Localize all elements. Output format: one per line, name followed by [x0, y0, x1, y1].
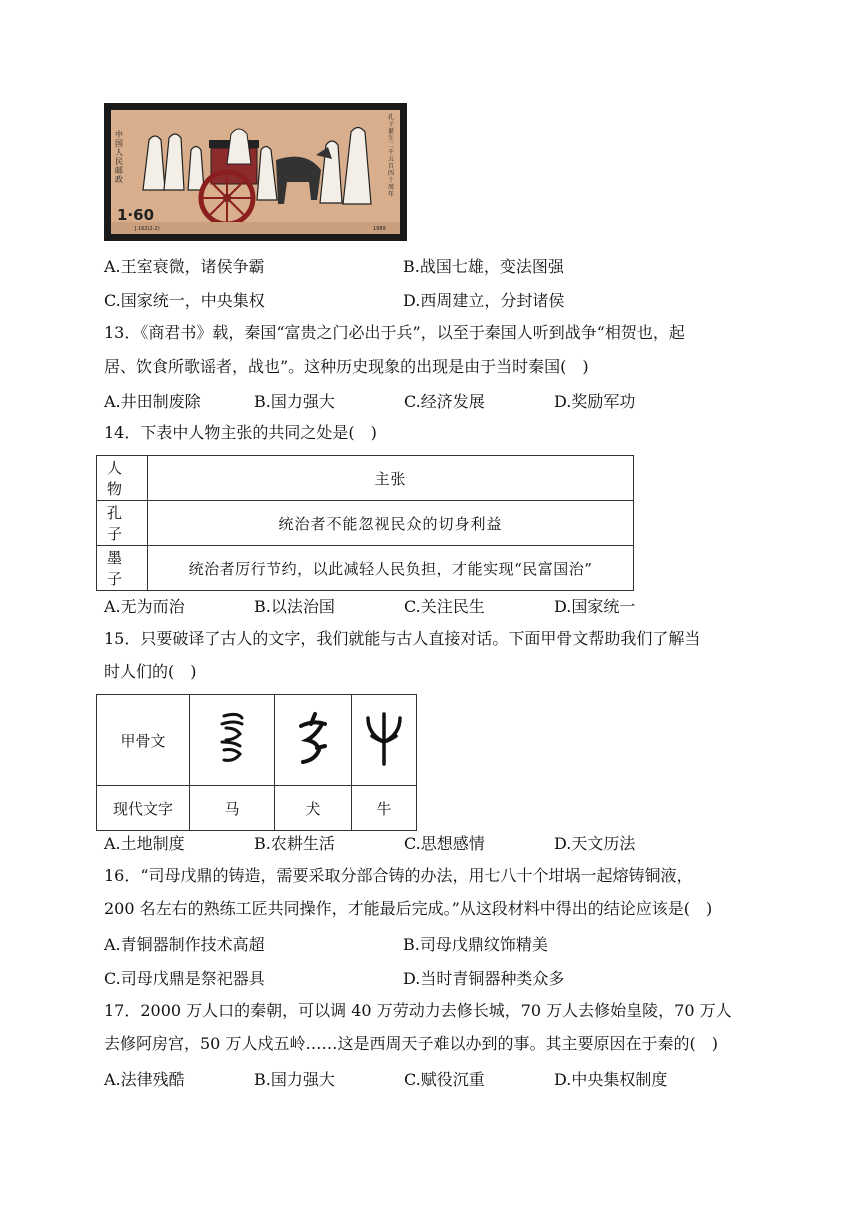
table-row — [97, 786, 417, 831]
q13-option-b: B.国力强大 — [254, 392, 335, 411]
q13-option-a: A.井田制废除 — [104, 392, 201, 411]
oracle-glyph-horse — [190, 695, 275, 786]
dog-glyph-icon — [293, 708, 333, 768]
stamp-side-text: 中国人民邮政 — [115, 130, 123, 184]
q15-option-c: C.思想感情 — [404, 834, 485, 853]
table-row — [97, 546, 634, 591]
q16-option-a: A.青铜器制作技术高超 — [104, 935, 265, 954]
ox-glyph-icon — [362, 706, 406, 770]
q16-stem-line1: 16．“司母戊鼎的铸造，需要采取分部合铸的办法，用七八十个坩埚一起熔铸铜液， — [104, 866, 693, 885]
stamp-year: 1989 — [373, 226, 386, 232]
q13-option-c: C.经济发展 — [404, 392, 485, 411]
modern-char: 牛 — [352, 786, 417, 831]
table-row — [97, 501, 634, 546]
oracle-label: 甲骨文 — [97, 695, 190, 786]
table-header-claim: 主张 — [148, 456, 634, 501]
stamp-illustration — [111, 110, 400, 234]
q16-option-c: C.司母戊鼎是祭祀器具 — [104, 969, 265, 988]
q14-option-d: D.国家统一 — [554, 597, 636, 616]
stamp-value: 1·60 — [117, 206, 155, 224]
q14-option-a: A.无为而治 — [104, 597, 185, 616]
q17-option-b: B.国力强大 — [254, 1070, 335, 1089]
q13-stem-line2: 居、饮食所歌谣者，战也”。这种历史现象的出现是由于当时秦国( ) — [104, 357, 589, 376]
table-cell-person: 孔子 — [97, 501, 148, 546]
q17-stem-line2: 去修阿房宫，50 万人戍五岭……这是西周天子难以办到的事。其主要原因在于秦的( ) — [104, 1034, 718, 1053]
q12-option-b: B.战国七雄，变法图强 — [403, 257, 564, 276]
oracle-glyph-dog — [275, 695, 352, 786]
table-header-person: 人物 — [97, 456, 148, 501]
table-cell-claim: 统治者不能忽视民众的切身利益 — [148, 501, 634, 546]
q14-option-b: B.以法治国 — [254, 597, 335, 616]
q17-option-d: D.中央集权制度 — [554, 1070, 668, 1089]
modern-char: 马 — [190, 786, 275, 831]
q16-stem-line2: 200 名左右的熟练工匠共同操作，才能最后完成。”从这段材料中得出的结论应该是( ) — [104, 899, 713, 918]
q15-stem-line1: 15．只要破译了古人的文字，我们就能与古人直接对话。下面甲骨文帮助我们了解当 — [104, 629, 701, 648]
table-cell-person: 墨子 — [97, 546, 148, 591]
modern-label: 现代文字 — [97, 786, 190, 831]
q14-table — [96, 455, 634, 591]
q16-option-d: D.当时青铜器种类众多 — [403, 969, 565, 988]
q12-option-c: C.国家统一，中央集权 — [104, 291, 265, 310]
q15-option-b: B.农耕生活 — [254, 834, 335, 853]
q15-option-a: A.土地制度 — [104, 834, 185, 853]
q15-stem-line2: 时人们的( ) — [104, 662, 197, 681]
table-row — [97, 456, 634, 501]
q12-option-a: A.王室衰微，诸侯争霸 — [104, 257, 265, 276]
stamp-right-text: 孔子诞生二千五百四十周年 — [388, 114, 395, 198]
q14-option-c: C.关注民生 — [404, 597, 485, 616]
oracle-glyph-ox — [352, 695, 417, 786]
q17-option-c: C.赋役沉重 — [404, 1070, 485, 1089]
horse-glyph-icon — [212, 708, 252, 768]
q13-stem-line1: 13．《商君书》载，秦国“富贵之门必出于兵”，以至于秦国人听到战争“相贺也，起 — [104, 323, 685, 342]
q15-table — [96, 694, 417, 831]
q13-option-d: D.奖励军功 — [554, 392, 636, 411]
stamp-image — [104, 103, 407, 241]
q14-stem: 14．下表中人物主张的共同之处是( ) — [104, 423, 377, 442]
table-cell-claim: 统治者厉行节约，以此减轻人民负担，才能实现“民富国治” — [148, 546, 634, 591]
q17-stem-line1: 17．2000 万人口的秦朝，可以调 40 万劳动力去修长城，70 万人去修始皇陵，70 万人 — [104, 1001, 732, 1020]
q15-option-d: D.天文历法 — [554, 834, 636, 853]
table-row — [97, 695, 417, 786]
q12-option-d: D.西周建立，分封诸侯 — [403, 291, 565, 310]
stamp-code: J.162(2-2) — [135, 226, 160, 232]
q16-option-b: B.司母戊鼎纹饰精美 — [403, 935, 548, 954]
modern-char: 犬 — [275, 786, 352, 831]
q17-option-a: A.法律残酷 — [104, 1070, 185, 1089]
